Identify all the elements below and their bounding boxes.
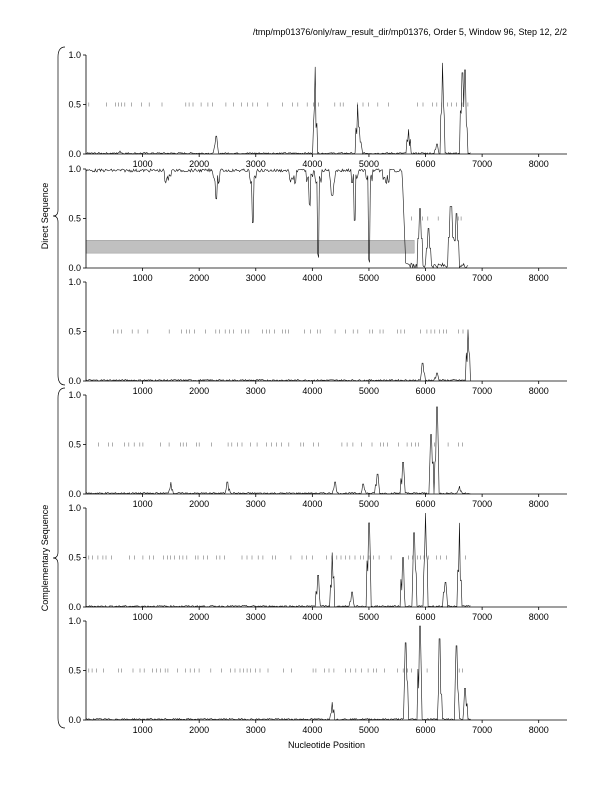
x-tick-label: 4000 xyxy=(302,386,323,396)
y-tick-label: 0.0 xyxy=(68,263,81,273)
x-tick-label: 6000 xyxy=(415,386,436,396)
x-tick-label: 3000 xyxy=(245,725,266,735)
x-tick-label: 4000 xyxy=(302,499,323,509)
y-tick-label: 0.5 xyxy=(68,326,81,337)
y-tick-label: 1.0 xyxy=(68,50,81,60)
x-tick-label: 8000 xyxy=(528,725,549,735)
x-tick-label: 5000 xyxy=(358,725,379,735)
x-tick-label: 8000 xyxy=(528,273,549,283)
y-tick-label: 1.0 xyxy=(68,164,81,174)
x-tick-label: 8000 xyxy=(528,499,549,509)
x-tick-label: 7000 xyxy=(472,725,493,735)
panel-1 xyxy=(68,50,567,169)
x-tick-label: 1000 xyxy=(132,725,153,735)
x-tick-label: 7000 xyxy=(472,159,493,169)
y-tick-label: 1.0 xyxy=(68,616,81,626)
x-tick-label: 8000 xyxy=(528,386,549,396)
x-tick-label: 3000 xyxy=(245,159,266,169)
signal-line xyxy=(86,626,471,720)
x-tick-label: 5000 xyxy=(358,386,379,396)
page-title: /tmp/mp01376/only/raw_result_dir/mp01376, Order 5, Window 96, Step 12, 2/2 xyxy=(252,27,567,37)
x-tick-label: 4000 xyxy=(302,725,323,735)
x-tick-label: 5000 xyxy=(358,499,379,509)
shaded-band xyxy=(86,240,414,253)
y-tick-label: 0.5 xyxy=(68,213,81,224)
panel-6 xyxy=(68,616,567,735)
x-tick-label: 2000 xyxy=(189,612,210,622)
marker-ticks xyxy=(411,217,461,221)
x-tick-label: 8000 xyxy=(528,612,549,622)
x-tick-label: 2000 xyxy=(189,499,210,509)
y-tick-label: 0.0 xyxy=(68,602,81,612)
y-tick-label: 0.0 xyxy=(68,715,81,725)
y-tick-label: 0.5 xyxy=(68,439,81,450)
direct-sequence-label: Direct Sequence xyxy=(40,182,50,250)
x-tick-label: 2000 xyxy=(189,386,210,396)
panel-4 xyxy=(68,390,567,509)
panel-axes xyxy=(86,282,567,381)
x-tick-label: 7000 xyxy=(472,386,493,396)
marker-ticks xyxy=(114,330,463,334)
signal-line xyxy=(86,330,471,382)
x-tick-label: 7000 xyxy=(472,499,493,509)
y-tick-label: 1.0 xyxy=(68,277,81,287)
panel-axes xyxy=(86,395,567,494)
direct-sequence-bracket xyxy=(53,47,65,385)
x-tick-label: 1000 xyxy=(132,159,153,169)
complementary-sequence-label: Complementary Sequence xyxy=(40,504,50,612)
x-tick-label: 3000 xyxy=(245,499,266,509)
x-tick-label: 4000 xyxy=(302,612,323,622)
x-tick-label: 4000 xyxy=(302,159,323,169)
panel-3 xyxy=(68,277,567,396)
y-tick-label: 0.5 xyxy=(68,99,81,110)
x-tick-label: 6000 xyxy=(415,159,436,169)
panel-2 xyxy=(68,164,567,283)
x-tick-label: 1000 xyxy=(132,273,153,283)
x-tick-label: 5000 xyxy=(358,612,379,622)
x-tick-label: 3000 xyxy=(245,612,266,622)
panel-axes xyxy=(86,621,567,720)
y-tick-label: 0.0 xyxy=(68,376,81,386)
marker-ticks xyxy=(89,556,466,560)
x-tick-label: 3000 xyxy=(245,273,266,283)
x-tick-label: 6000 xyxy=(415,499,436,509)
x-tick-label: 1000 xyxy=(132,612,153,622)
marker-ticks xyxy=(89,103,468,107)
y-tick-label: 0.5 xyxy=(68,552,81,563)
x-tick-label: 8000 xyxy=(528,159,549,169)
x-tick-label: 5000 xyxy=(358,273,379,283)
y-tick-label: 1.0 xyxy=(68,390,81,400)
complementary-sequence-bracket xyxy=(53,388,65,728)
y-tick-label: 0.0 xyxy=(68,489,81,499)
y-tick-label: 0.5 xyxy=(68,665,81,676)
x-tick-label: 7000 xyxy=(472,273,493,283)
x-axis-title: Nucleotide Position xyxy=(287,740,366,750)
x-tick-label: 6000 xyxy=(415,612,436,622)
x-tick-label: 1000 xyxy=(132,386,153,396)
signal-line xyxy=(86,513,471,607)
x-tick-label: 2000 xyxy=(189,273,210,283)
x-tick-label: 2000 xyxy=(189,725,210,735)
x-tick-label: 3000 xyxy=(245,386,266,396)
signal-line xyxy=(86,63,471,154)
x-tick-label: 6000 xyxy=(415,725,436,735)
marker-ticks xyxy=(98,443,462,447)
x-tick-label: 7000 xyxy=(472,612,493,622)
panel-5 xyxy=(68,503,567,622)
y-tick-label: 1.0 xyxy=(68,503,81,513)
x-tick-label: 5000 xyxy=(358,159,379,169)
x-tick-label: 1000 xyxy=(132,499,153,509)
signal-line xyxy=(86,407,471,494)
x-tick-label: 6000 xyxy=(415,273,436,283)
x-tick-label: 2000 xyxy=(189,159,210,169)
y-tick-label: 0.0 xyxy=(68,149,81,159)
panel-axes xyxy=(86,55,567,154)
x-tick-label: 4000 xyxy=(302,273,323,283)
